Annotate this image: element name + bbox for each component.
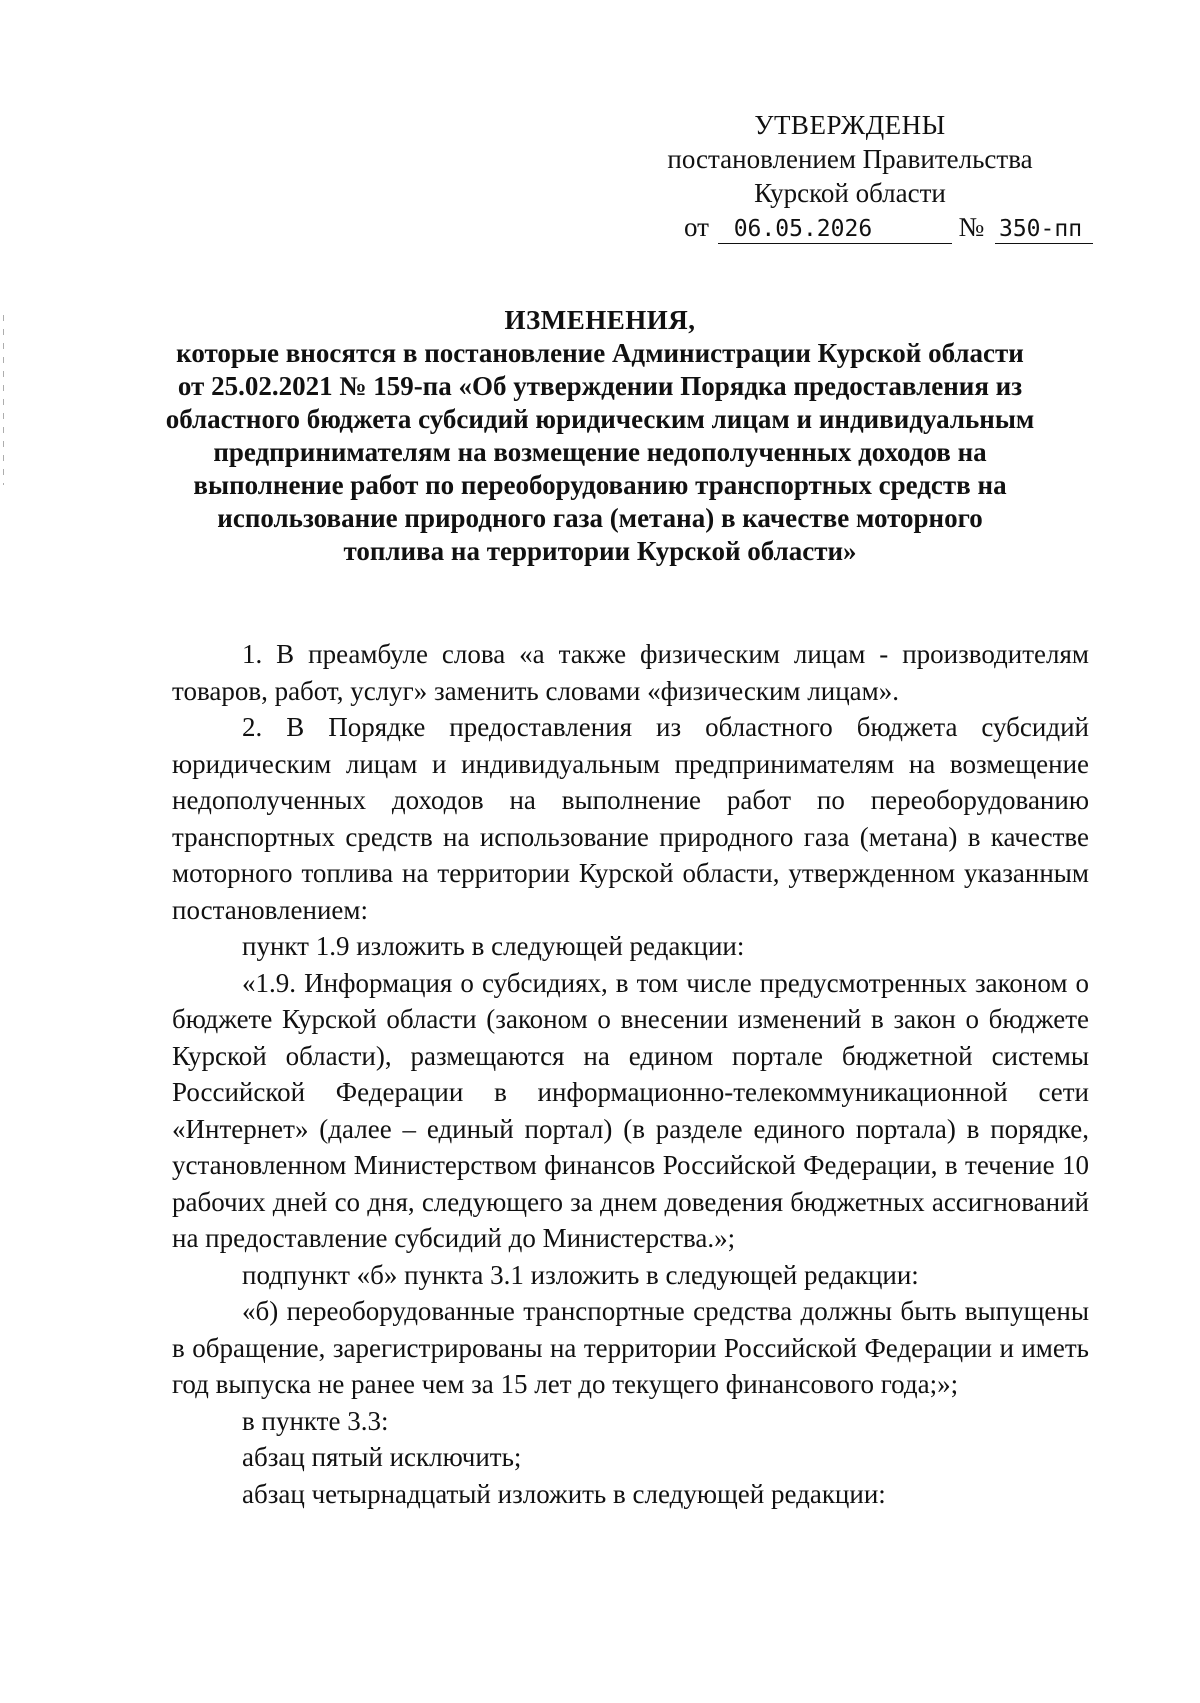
approval-line-1: постановлением Правительства bbox=[667, 144, 1033, 174]
approval-date: 06.05.2026 bbox=[718, 215, 952, 244]
body-paragraph: пункт 1.9 изложить в следующей редакции: bbox=[242, 931, 745, 961]
body-paragraph: 1. В преамбуле слова «а также физическим лицам - производителям товаров, работ, услуг» заменить словами «физическим лицам». bbox=[172, 639, 1089, 706]
date-prefix: от bbox=[684, 212, 709, 242]
approval-stamp-block bbox=[640, 108, 1083, 244]
heading-line: которые вносятся в постановление Администрации Курской области bbox=[176, 338, 1024, 368]
approval-title: УТВЕРЖДЕНЫ bbox=[754, 110, 946, 140]
heading-line: топлива на территории Курской области» bbox=[343, 536, 857, 566]
body-paragraph: абзац пятый исключить; bbox=[242, 1442, 522, 1472]
body-paragraph: абзац четырнадцатый изложить в следующей редакции: bbox=[242, 1478, 886, 1509]
heading-title: ИЗМЕНЕНИЯ, bbox=[504, 305, 696, 335]
body-paragraph: 2. В Порядке предоставления из областного бюджета субсидий юридическим лицам и индивидуальным предпринимателям на возмещение недополученных доходов на выполнение работ по переоборудованию транспортных средств на использование природного газа (метана) в качестве моторного топлива на территории Курской области, утвержденном указанным постановлением: bbox=[172, 712, 1089, 925]
heading-line: использование природного газа (метана) в качестве моторного bbox=[217, 503, 983, 533]
scan-edge-mark bbox=[3, 315, 4, 485]
heading-line: областного бюджета субсидий юридическим лицам и индивидуальным bbox=[165, 404, 1035, 434]
approval-date-line bbox=[684, 210, 1083, 244]
document-heading bbox=[150, 304, 1050, 568]
body-paragraph: подпункт «б» пункта 3.1 изложить в следующей редакции: bbox=[242, 1259, 919, 1290]
heading-line: выполнение работ по переоборудованию транспортных средств на bbox=[193, 470, 1007, 500]
heading-line: предпринимателям на возмещение недополученных доходов на bbox=[213, 437, 987, 467]
approval-number: 350-пп bbox=[995, 215, 1093, 244]
document-body bbox=[172, 636, 1089, 1512]
body-paragraph: «б) переоборудованные транспортные средства должны быть выпущены в обращение, зарегистрированы на территории Российской Федерации и иметь год выпуска не ранее чем за 15 лет до текущего финансового года;»; bbox=[172, 1296, 1089, 1399]
approval-line-2: Курской области bbox=[754, 178, 946, 208]
body-paragraph: «1.9. Информация о субсидиях, в том числе предусмотренных законом о бюджете Курской области (законом о внесении изменений в закон о бюджете Курской области), размещаются на едином портале бюджетной системы Российской Федерации в информационно-телекоммуникационной сети «Интернет» (далее – единый портал) (в разделе единого портала) в порядке, установленном Министерством финансов Российской Федерации, в течение 10 рабочих дней со дня, следующего за днем доведения бюджетных ассигнований на предоставление субсидий до Министерства.»; bbox=[172, 967, 1089, 1253]
heading-line: от 25.02.2021 № 159-па «Об утверждении Порядка предоставления из bbox=[177, 371, 1023, 401]
body-paragraph: в пункте 3.3: bbox=[242, 1405, 389, 1436]
number-prefix: № bbox=[958, 212, 985, 242]
